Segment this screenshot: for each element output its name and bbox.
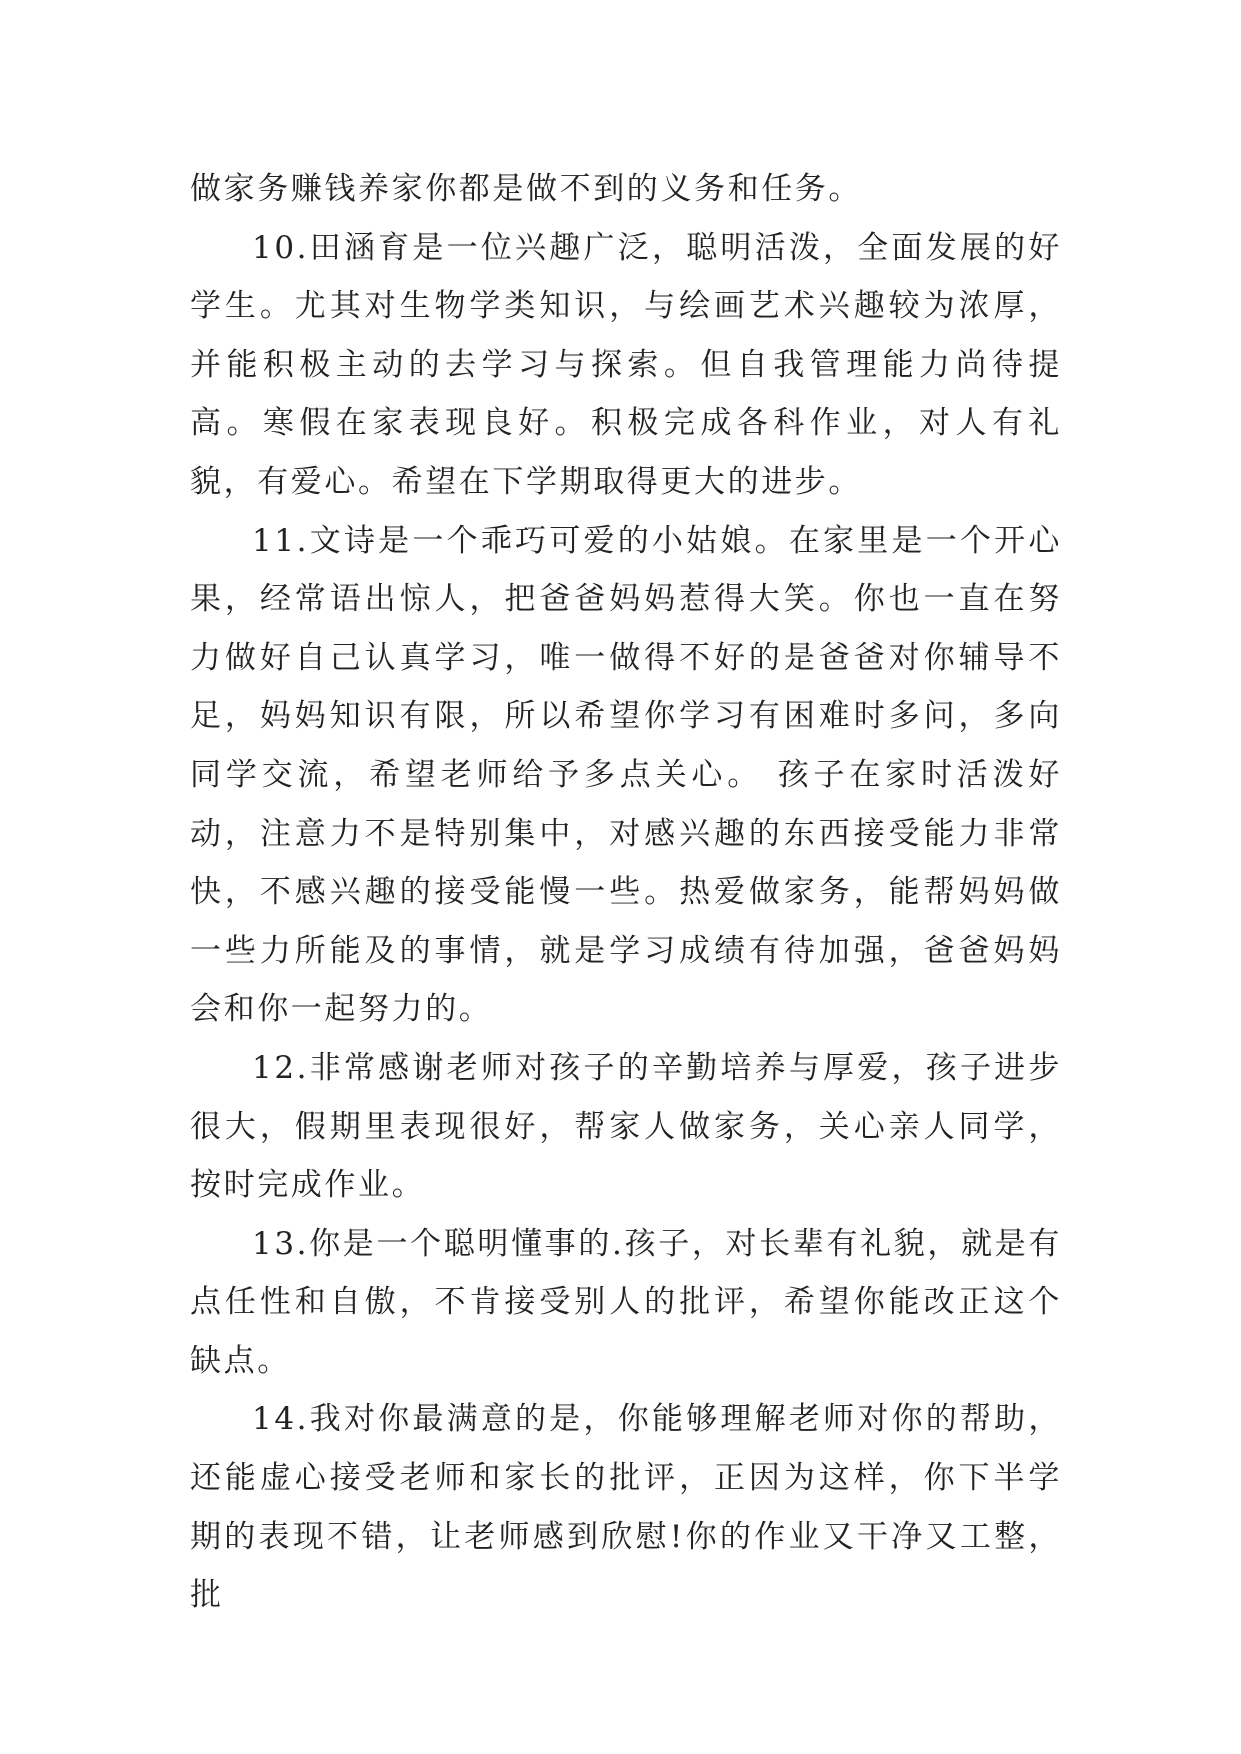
paragraph-11: 11.文诗是一个乖巧可爱的小姑娘。在家里是一个开心果，经常语出惊人，把爸爸妈妈惹得大笑。你也一直在努力做好自己认真学习，唯一做得不好的是爸爸对你辅导不足，妈妈知识有限，所以希望你学习有困难时多问，多向同学交流，希望老师给予多点关心。 孩子在家时活泼好动，注意力不是特别集中，对感兴趣的东西接受能力非常快，不感兴趣的接受能慢一些。热爱做家务，能帮妈妈做一些力所能及的事情，就是学习成绩有待加强，爸爸妈妈会和你一起努力的。 xyxy=(190,522,1062,1028)
paragraph-10: 10.田涵育是一位兴趣广泛，聪明活泼，全面发展的好学生。尤其对生物学类知识，与绘画艺术兴趣较为浓厚，并能积极主动的去学习与探索。但自我管理能力尚待提高。寒假在家表现良好。积极完成各科作业，对人有礼貌，有爱心。希望在下学期取得更大的进步。 xyxy=(190,229,1062,500)
document-body xyxy=(190,160,1062,1625)
paragraph-12: 12.非常感谢老师对孩子的辛勤培养与厚爱，孩子进步很大，假期里表现很好，帮家人做家务，关心亲人同学，按时完成作业。 xyxy=(190,1049,1062,1204)
paragraph-13: 13.你是一个聪明懂事的.孩子，对长辈有礼貌，就是有点任性和自傲，不肯接受别人的批评，希望你能改正这个缺点。 xyxy=(190,1225,1062,1379)
paragraph-14: 14.我对你最满意的是，你能够理解老师对你的帮助，还能虚心接受老师和家长的批评，正因为这样，你下半学期的表现不错，让老师感到欣慰!你的作业又干净又工整，批 xyxy=(190,1401,1062,1614)
paragraph-continuation: 做家务赚钱养家你都是做不到的义务和任务。 xyxy=(190,171,862,207)
